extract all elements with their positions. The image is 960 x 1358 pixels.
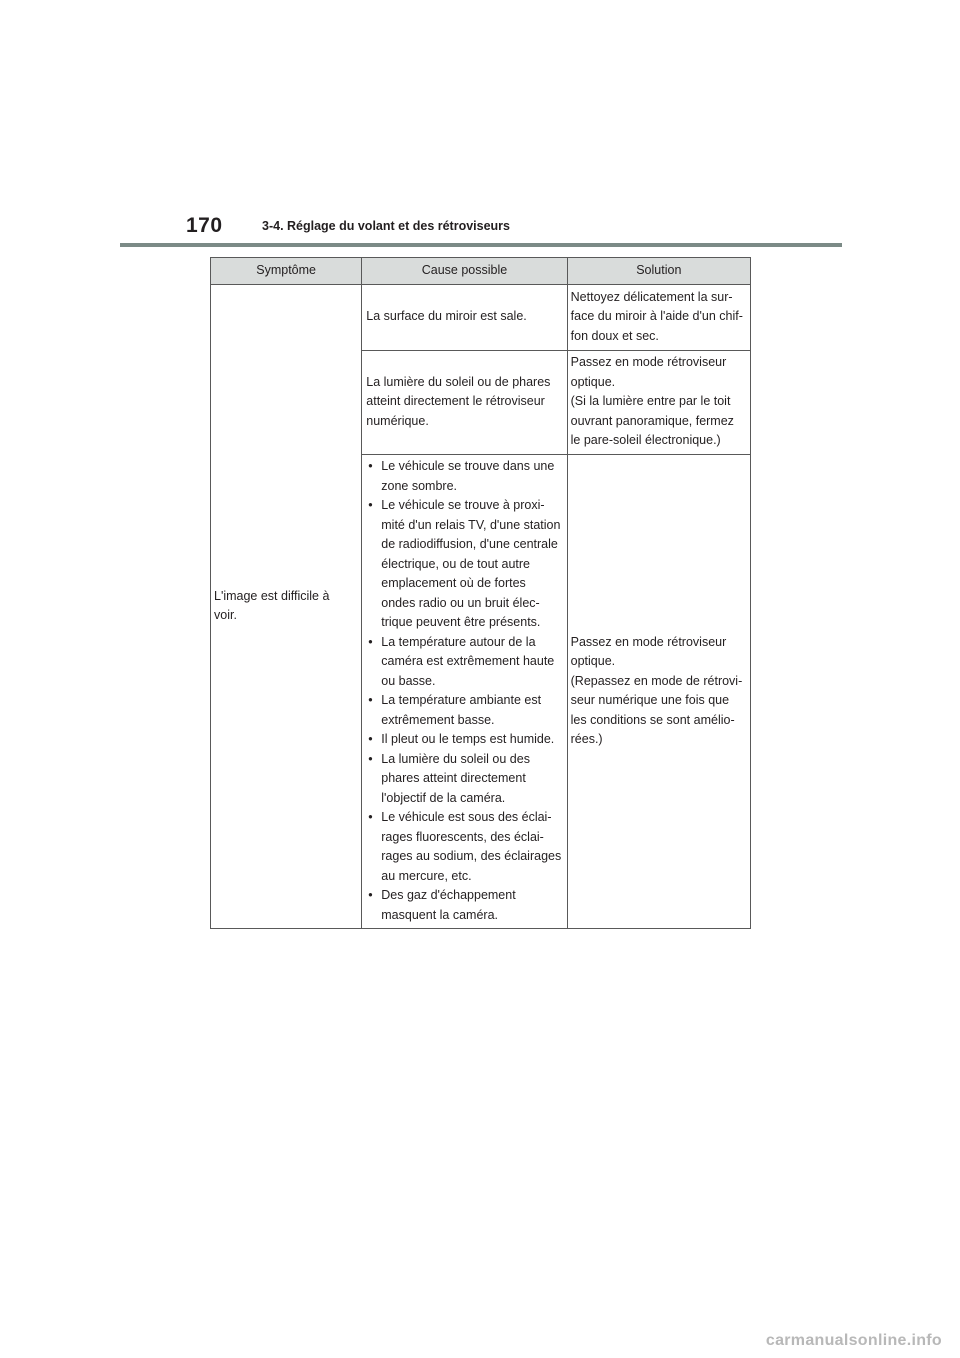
bullet-dot-icon: • (368, 498, 373, 512)
header-divider (120, 243, 842, 247)
cause-line: numérique. (366, 413, 429, 428)
bullet-dot-icon: • (368, 459, 373, 473)
page-number: 170 (186, 214, 223, 237)
solution-line: rées.) (570, 732, 603, 746)
cause-bullet-line: ondes radio ou un bruit élec- (381, 595, 540, 610)
cause-bullet-line: Le véhicule se trouve dans une (381, 459, 555, 473)
cause-bullet-item (366, 886, 564, 925)
cause-bullet-line: rages au sodium, des éclairages (381, 849, 562, 863)
cause-bullet-item (366, 750, 564, 809)
bullet-dot-icon: • (368, 751, 373, 766)
cause-bullet-line: phares atteint directement (381, 771, 526, 785)
bullet-dot-icon: • (368, 732, 373, 746)
symptom-line: L'image est difficile à (214, 588, 330, 603)
cause-bullet-line: Le véhicule est sous des éclai- (381, 810, 552, 824)
cause-bullet-line: Le véhicule se trouve à proxi- (381, 498, 545, 512)
solution-line: seur numérique une fois que (570, 693, 730, 707)
symptom-line: voir. (214, 608, 237, 622)
bullet-dot-icon: • (368, 634, 373, 649)
solution-line: face du miroir à l'aide d'un chif- (570, 309, 743, 324)
cause-bullet-line: caméra est extrêmement haute (381, 654, 555, 668)
cause-bullet-line: Des gaz d'échappement (381, 888, 516, 902)
cause-line: La surface du miroir est sale. (366, 309, 527, 324)
bullet-dot-icon: • (368, 693, 373, 707)
cause-bullet-line: ou basse. (381, 673, 436, 688)
cause-cell (362, 351, 567, 455)
solution-line: le pare-soleil électronique.) (570, 433, 721, 448)
solution-line: fon doux et sec. (570, 328, 659, 343)
solution-line: optique. (570, 374, 616, 389)
solution-line: les conditions se sont amélio- (570, 712, 735, 727)
troubleshooting-table (210, 257, 751, 929)
cause-bullet-line: emplacement où de fortes (381, 576, 526, 590)
cause-bullet-item (366, 633, 564, 692)
cause-bullet-line: l'objectif de la caméra. (381, 790, 506, 805)
cause-bullet-line: trique peuvent être présents. (381, 615, 541, 629)
cause-bullet-line: au mercure, etc. (381, 868, 472, 883)
cause-bullet-item (366, 457, 564, 496)
section-title: 3-4. Réglage du volant et des rétroviseurs (262, 219, 510, 233)
cause-bullet-line: La température autour de la (381, 634, 536, 649)
solution-line: ouvrant panoramique, fermez (570, 413, 734, 428)
cause-bullet-line: La température ambiante est (381, 693, 542, 707)
solution-line: optique. (570, 654, 616, 668)
cause-bullet-item (366, 691, 564, 730)
cause-bullet-item (366, 808, 564, 886)
bullet-dot-icon: • (368, 888, 373, 902)
table-header-row (211, 258, 751, 285)
cause-bullet-line: masquent la caméra. (381, 907, 498, 922)
cause-bullet-line: rages fluorescents, des éclai- (381, 829, 544, 844)
solution-line: Passez en mode rétroviseur (570, 634, 727, 649)
symptom-cell (211, 285, 362, 929)
solution-line: (Repassez en mode de rétrovi- (570, 673, 743, 688)
cause-bullet-line: de radiodiffusion, d'une centrale (381, 537, 558, 551)
cause-line: atteint directement le rétroviseur (366, 394, 545, 409)
cause-bullet-line: électrique, ou de tout autre (381, 556, 530, 571)
solution-cell (567, 455, 750, 929)
solution-line: Passez en mode rétroviseur (570, 355, 727, 370)
solution-line: (Si la lumière entre par le toit (570, 394, 731, 409)
watermark: carmanualsonline.info (765, 1332, 942, 1349)
header-cause: Cause possible (362, 258, 567, 285)
cause-bullet-line: extrêmement basse. (381, 712, 495, 727)
solution-line: Nettoyez délicatement la sur- (570, 289, 733, 304)
cause-bullet-line: Il pleut ou le temps est humide. (381, 732, 555, 746)
cause-bullet-item (366, 496, 564, 633)
table-row (211, 285, 751, 351)
solution-cell (567, 351, 750, 455)
bullet-dot-icon: • (368, 810, 373, 824)
header-symptom: Symptôme (211, 258, 362, 285)
cause-line: La lumière du soleil ou de phares (366, 374, 551, 389)
header-solution: Solution (567, 258, 750, 285)
cause-bullet-line: La lumière du soleil ou des (381, 751, 530, 766)
cause-bullet-line: zone sombre. (381, 478, 457, 493)
cause-cell (362, 285, 567, 351)
cause-bullet-line: mité d'un relais TV, d'une station (381, 517, 561, 532)
cause-bullet-item (366, 730, 564, 750)
cause-bullet-list (366, 457, 564, 925)
cause-cell (362, 455, 567, 929)
solution-cell (567, 285, 750, 351)
